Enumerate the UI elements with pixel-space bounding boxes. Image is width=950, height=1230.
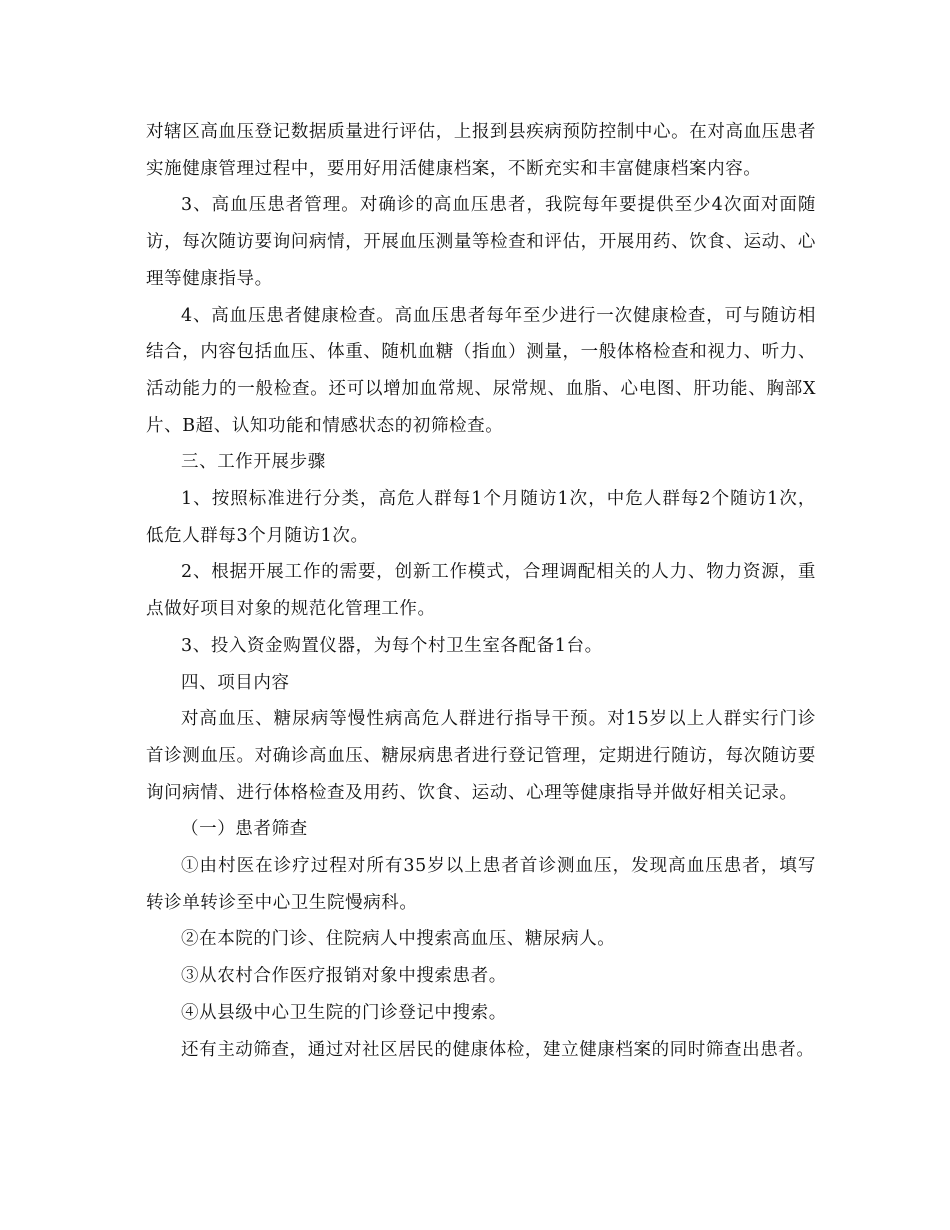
paragraph-2: 3、高血压患者管理。对确诊的高血压患者，我院每年要提供至少4次面对面随访，每次随访要询问病情，开展血压测量等检查和评估，开展用药、饮食、运动、心理等健康指导。: [146, 195, 816, 289]
paragraph-3: 4、高血压患者健康检查。高血压患者每年至少进行一次健康检查，可与随访相结合，内容包括血压、体重、随机血糖（指血）测量，一般体格检查和视力、听力、活动能力的一般检查。还可以增加血常规、尿常规、血脂、心电图、肝功能、胸部X片、B超、认知功能和情感状态的初筛检查。: [146, 305, 816, 436]
list-item-2: ②在本院的门诊、住院病人中搜索高血压、糖尿病人。: [181, 929, 616, 950]
list-item-3: ③从农村合作医疗报销对象中搜索患者。: [181, 966, 507, 987]
paragraph-5: 1、按照标准进行分类，高危人群每1个月随访1次，中危人群每2个随访1次，低危人群每3个月随访1次。: [146, 489, 816, 546]
paragraph-9: 对高血压、糖尿病等慢性病高危人群进行指导干预。对15岁以上人群实行门诊首诊测血压。对确诊高血压、糖尿病患者进行登记管理，定期进行随访，每次随访要询问病情、进行体格检查及用药、饮食、运动、心理等健康指导并做好相关记录。: [146, 709, 816, 803]
paragraph-7: 3、投入资金购置仪器，为每个村卫生室各配备1台。: [181, 635, 603, 656]
paragraph-6: 2、根据开展工作的需要，创新工作模式，合理调配相关的人力、物力资源，重点做好项目对象的规范化管理工作。: [146, 562, 816, 620]
section-heading-4: 四、项目内容: [181, 672, 290, 693]
paragraph-1: 对辖区高血压登记数据质量进行评估，上报到县疾病预防控制中心。在对高血压患者实施健康管理过程中，要用好用活健康档案，不断充实和丰富健康档案内容。: [146, 122, 816, 179]
document-body: [146, 114, 816, 1068]
paragraph-15: 还有主动筛查，通过对社区居民的健康体检，建立健康档案的同时筛查出患者。: [181, 1039, 815, 1060]
section-heading-3: 三、工作开展步骤: [181, 452, 326, 473]
list-item-4: ④从县级中心卫生院的门诊登记中搜索。: [181, 1002, 507, 1023]
list-item-1: ①由村医在诊疗过程对所有35岁以上患者首诊测血压，发现高血压患者，填写转诊单转诊至中心卫生院慢病科。: [146, 856, 816, 913]
subsection-heading-1: （一）患者筛查: [181, 819, 308, 840]
